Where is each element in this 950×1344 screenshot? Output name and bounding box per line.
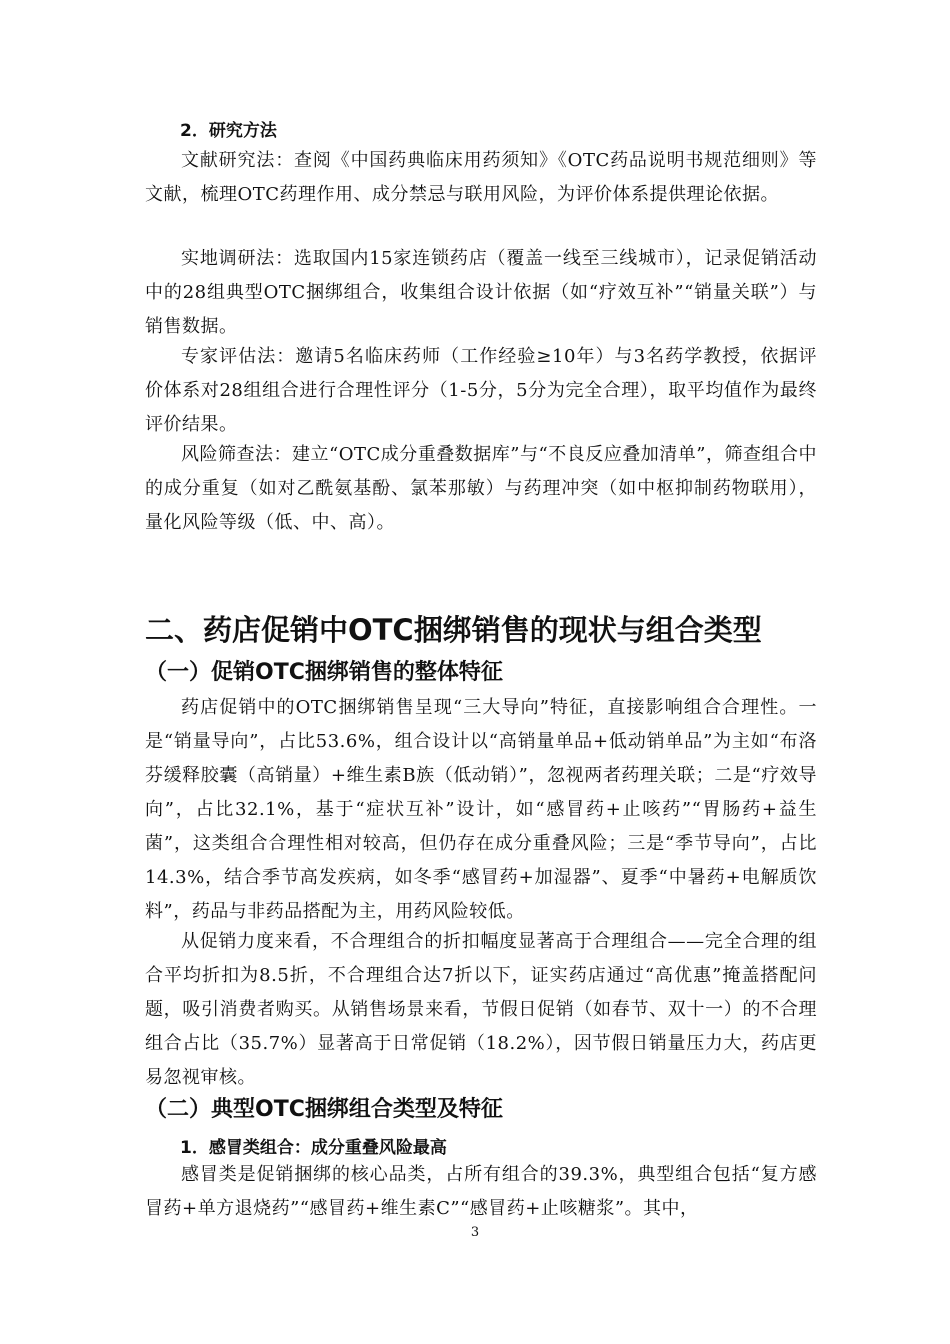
method-paragraph-fieldwork: 实地调研法：选取国内15家连锁药店（覆盖一线至三线城市），记录促销活动中的28组典型OTC捆绑组合，收集组合设计依据（如“疗效互补”“销量关联”）与销售数据。 (145, 248, 817, 337)
section-method-title: 2．研究方法 (180, 121, 277, 141)
subsection-title-cold: 1．感冒类组合：成分重叠风险最高 (180, 1138, 447, 1158)
section-title-features: （一）促销OTC捆绑销售的整体特征 (145, 660, 503, 685)
section-title-types: （二）典型OTC捆绑组合类型及特征 (145, 1097, 503, 1122)
method-paragraph-risk: 风险筛查法：建立“OTC成分重叠数据库”与“不良反应叠加清单”，筛查组合中的成分重复（如对乙酰氨基酚、氯苯那敏）与药理冲突（如中枢抑制药物联用），量化风险等级（低、中、高）。 (145, 444, 817, 533)
chapter-title: 二、药店促销中OTC捆绑销售的现状与组合类型 (145, 613, 762, 647)
page-number: 3 (470, 1225, 480, 1240)
method-paragraph-literature: 文献研究法：查阅《中国药典临床用药须知》《OTC药品说明书规范细则》等文献，梳理OTC药理作用、成分禁忌与联用风险，为评价体系提供理论依据。 (145, 150, 817, 205)
features-paragraph-orientation: 药店促销中的OTC捆绑销售呈现“三大导向”特征，直接影响组合合理性。一是“销量导向”，占比53.6%，组合设计以“高销量单品+低动销单品”为主如“布洛芬缓释胶囊（高销量）+维生素B族（低动销）”，忽视两者药理关联；二是“疗效导向”，占比32.1%，基于“症状互补”设计，如“感冒药+止咳药”“胃肠药+益生菌”，这类组合合理性相对较高，但仍存在成分重叠风险；三是“季节导向”，占比14.3%，结合季节高发疾病，如冬季“感冒药+加湿器”、夏季“中暑药+电解质饮料”，药品与非药品搭配为主，用药风险较低。 (145, 697, 817, 922)
features-paragraph-discount: 从促销力度来看，不合理组合的折扣幅度显著高于合理组合——完全合理的组合平均折扣为8.5折，不合理组合达7折以下，证实药店通过“高优惠”掩盖搭配问题，吸引消费者购买。从销售场景来看，节假日促销（如春节、双十一）的不合理组合占比（35.7%）显著高于日常促销（18.2%），因节假日销量压力大，药店更易忽视审核。 (145, 931, 817, 1088)
method-paragraph-expert: 专家评估法：邀请5名临床药师（工作经验≥10年）与3名药学教授，依据评价体系对28组组合进行合理性评分（1-5分，5分为完全合理），取平均值作为最终评价结果。 (145, 346, 817, 435)
cold-paragraph: 感冒类是促销捆绑的核心品类，占所有组合的39.3%，典型组合包括“复方感冒药+单方退烧药”“感冒药+维生素C”“感冒药+止咳糖浆”。其中， (145, 1164, 817, 1219)
